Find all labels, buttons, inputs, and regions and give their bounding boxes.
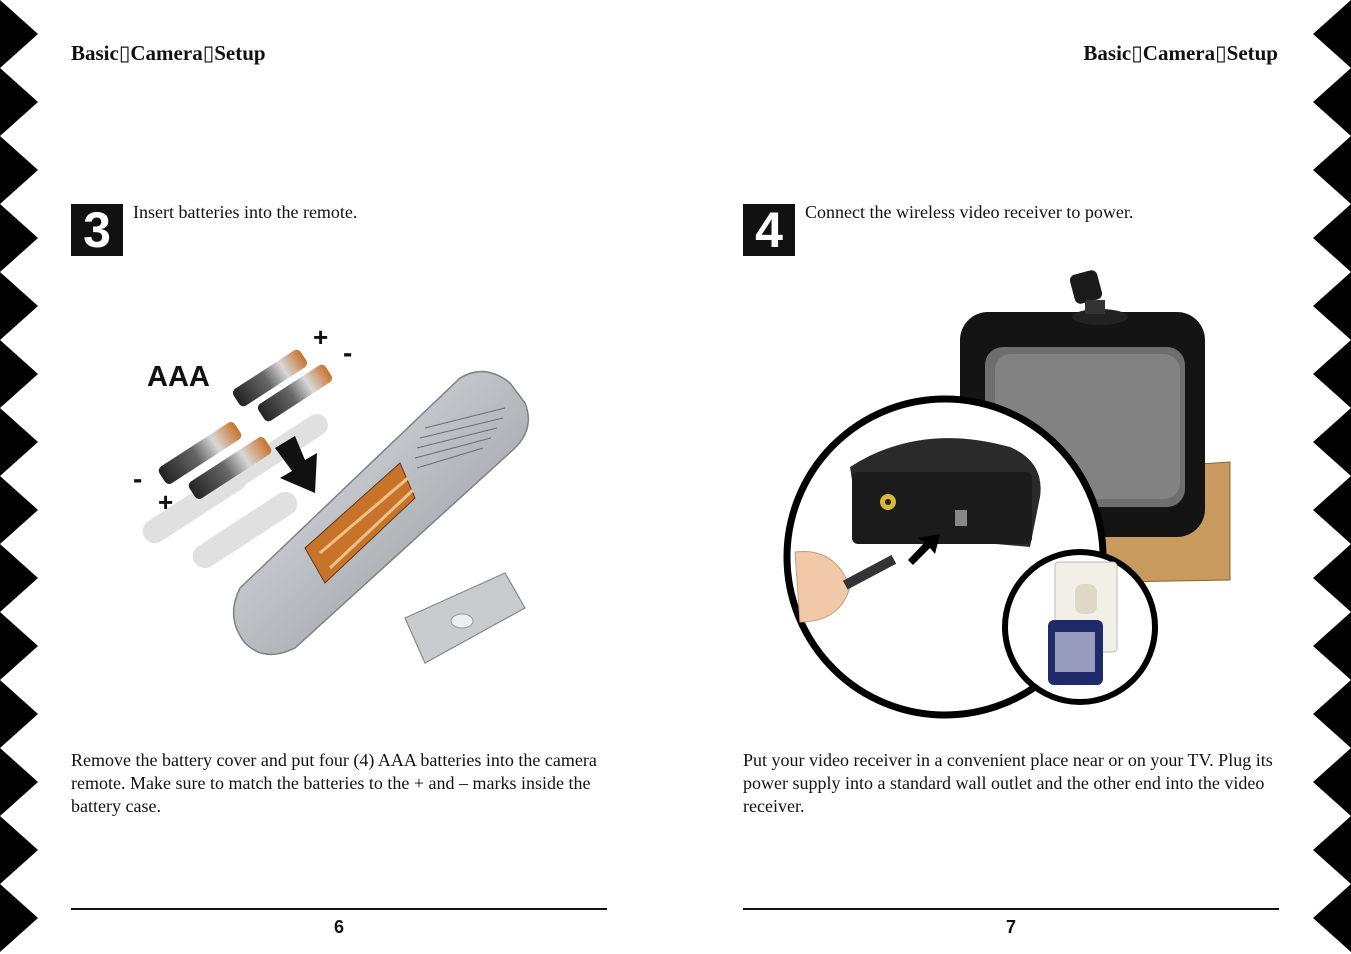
right-footer-rule bbox=[743, 908, 1279, 910]
battery-cover bbox=[405, 573, 525, 663]
left-page-number: 6 bbox=[333, 917, 344, 937]
minus-sign-bottom: - bbox=[133, 463, 143, 494]
aaa-label: AAA bbox=[147, 361, 210, 393]
right-page-number: 7 bbox=[1005, 917, 1016, 937]
plus-sign-top: + bbox=[313, 322, 329, 352]
remote-battery-illustration bbox=[125, 318, 545, 678]
minus-sign-top: - bbox=[343, 337, 353, 368]
right-sawtooth-border bbox=[1311, 0, 1351, 954]
right-page-header: Basic▯Camera▯Setup bbox=[1083, 41, 1278, 65]
step-3-title: Insert batteries into the remote. bbox=[133, 202, 358, 222]
receiver-power-illustration bbox=[780, 262, 1240, 722]
left-sawtooth-border bbox=[0, 0, 40, 954]
step-3-description: Remove the battery cover and put four (4) AAA batteries into the camera remote. Make sure to match the batteries to the + and – marks inside the battery case. bbox=[71, 750, 597, 816]
plus-sign-bottom: + bbox=[158, 487, 174, 517]
step-3-number-badge: 3 bbox=[71, 204, 123, 256]
step-4-number-badge: 4 bbox=[743, 204, 795, 256]
wireless-video-receiver bbox=[850, 438, 1041, 547]
step-4-description: Put your video receiver in a convenient place near or on your TV. Plug its power supply into a standard wall outlet and the other end into the video receiver. bbox=[743, 750, 1273, 816]
left-footer-rule bbox=[71, 908, 607, 910]
insert-arrow-icon bbox=[275, 436, 317, 493]
wireless-camera bbox=[1069, 269, 1128, 325]
left-page-header: Basic▯Camera▯Setup bbox=[71, 41, 266, 65]
step-4-title: Connect the wireless video receiver to power. bbox=[805, 202, 1134, 222]
